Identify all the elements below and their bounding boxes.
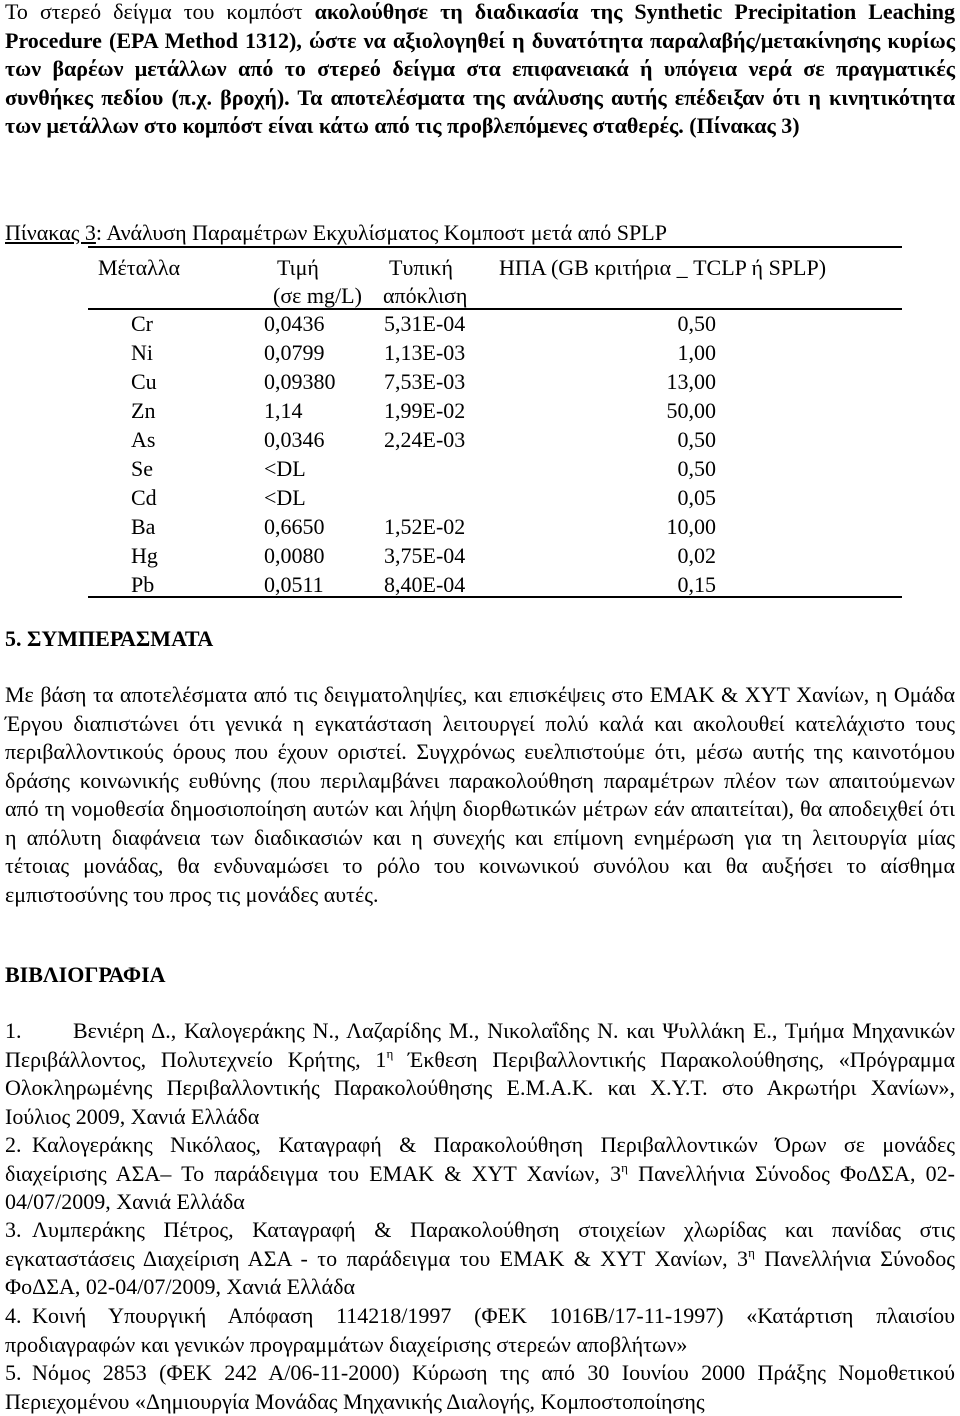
reference-5-text: Νόμος 2853 (ΦΕΚ 242 Α/06-11-2000) Κύρωση της από 30 Ιουνίου 2000 Πράξης Νομοθετικού Περιεχομένου «Δημιουργία Μονάδας Μηχανικής Διαλογής, Κομποστοποίησης: [5, 1360, 955, 1414]
bibliography-heading: ΒΙΒΛΙΟΓΡΑΦΙΑ: [5, 962, 166, 987]
conclusions-paragraph: Με βάση τα αποτελέσματα από τις δειγματοληψίες, και επισκέψεις στο ΕΜΑΚ & ΧΥΤ Χανίων, η Ομάδα Έργου διαπιστώνει ότι γενικά η εγκατάσταση λειτουργεί πολύ καλά και ακολουθεί κατελάχιστο τους περιβαλλοντικούς όρους που έχουν οριστεί. Συγχρόνως ευελπιστούμε ότι, μέσω αυτής της καινοτόμου δράσης κοινωνικής ευθύνης (που περιλαμβάνει παρακολούθηση παραμέτρων πλέον των απαιτούμενων από τη νομοθεσία δημοσιοποίηση αυτών και λήψη διορθωτικών μέτρων εάν απαιτείται), θα αποδειχθεί ότι η απόλυτη διαφάνεια των διαδικασιών και η συνεχής και επίμονη ενημέρωση για τη λειτουργία μίας τέτοιας μονάδας, θα ενδυναμώσει το ρόλο του κοινωνικού συνόλου και θα αυξήσει το αίσθημα εμπιστοσύνης του προς τις μονάδες αυτές.: [5, 682, 955, 907]
table-bottom-rule: [88, 596, 902, 598]
row-usa-limit: 0,50: [677, 427, 716, 452]
row-value: 0,0799: [264, 340, 325, 365]
row-std-dev: 8,40E-04: [384, 572, 466, 597]
reference-4-number: 4.: [5, 1303, 22, 1328]
row-metal: As: [131, 427, 156, 452]
row-usa-limit: 0,15: [677, 572, 716, 597]
row-value: 0,09380: [264, 369, 336, 394]
row-metal: Cu: [131, 369, 157, 394]
reference-3-text-a: Λυμπεράκης Πέτρος, Καταγραφή & Παρακολούθηση στοιχείων χλωρίδας και πανίδας στις εγκαταστάσεις Διαχείριση ΑΣΑ - το παράδειγμα του ΕΜΑΚ & ΧΥΤ Χανίων, 3: [5, 1217, 955, 1271]
row-std-dev: 1,99E-02: [384, 398, 466, 423]
table-caption-label: Πίνακας 3: [5, 220, 96, 245]
reference-3: [5, 1216, 955, 1302]
intro-text-lead: Το στερεό δείγμα του κομπόστ: [5, 0, 315, 24]
row-value: <DL: [264, 456, 306, 481]
reference-1-text-b: Έκθεση Περιβαλλοντικής Παρακολούθησης, «Πρόγραμμα Ολοκληρωμένης Περιβαλλοντικής Παρακολούθησης Ε.Μ.Α.Κ. και Χ.Υ.Τ. στο Ακρωτήρι Χανίων», Ιούλιος 2009, Χανιά Ελλάδα: [5, 1046, 955, 1129]
row-value: <DL: [264, 485, 306, 510]
reference-1-text-a: Βενιέρη Δ., Καλογεράκης Ν., Λαζαρίδης Μ., Νικολαΐδης Ν. και Ψυλλάκη Ε., Τμήμα Μηχανικών Περιβάλλοντος, Πολυτεχνείο Κρήτης, 1: [5, 1018, 955, 1072]
header-metal: Μέταλλα: [98, 255, 181, 280]
conclusions-heading: 5. ΣΥΜΠΕΡΑΣΜΑΤΑ: [5, 626, 214, 651]
header-std-dev-2: απόκλιση: [383, 283, 468, 308]
reference-4: [5, 1302, 955, 1359]
reference-2-text-b: Πανελλήνια Σύνοδος ΦοΔΣΑ, 02-04/07/2009, Χανιά Ελλάδα: [5, 1160, 956, 1214]
intro-text-bold: ακολούθησε τη διαδικασία της Synthetic Precipitation Leaching Procedure (EPA Method 1312), ώστε να αξιολογηθεί η δυνατότητα παραλαβής/μετακίνησης κυρίως των βαρέων μετάλλων από το στερεό δείγμα στα επιφανειακά ή υπόγεια νερά σε πραγματικές συνθήκες πεδίου (π.χ. βροχή). Τα αποτελέσματα της ανάλυσης αυτής επέδειξαν ότι η κινητικότητα των μετάλλων στο κομπόστ είναι κάτω από τις προβλεπόμενες σταθερές. (Πίνακας 3): [5, 0, 955, 138]
row-value: 0,0080: [264, 543, 325, 568]
row-value: 1,14: [264, 398, 303, 423]
reference-2-text-a: Καλογεράκης Νικόλαος, Καταγραφή & Παρακολούθηση Περιβαλλοντικών Όρων σε μονάδες διαχείρισης ΑΣΑ– Το παράδειγμα του ΕΜΑΚ & ΧΥΤ Χανίων, 3: [5, 1132, 955, 1186]
row-metal: Cd: [131, 485, 157, 510]
row-value: 0,0436: [264, 311, 325, 336]
table-header-rule: [88, 308, 902, 310]
reference-3-sup: η: [748, 1244, 755, 1260]
row-value: 0,6650: [264, 514, 325, 539]
row-metal: Hg: [131, 543, 158, 568]
reference-4-text: Κοινή Υπουργική Απόφαση 114218/1997 (ΦΕΚ 1016Β/17-11-1997) «Κατάρτιση πλαισίου προδιαγραφών και γενικών προγραμμάτων διαχείρισης στερεών αποβλήτων»: [5, 1303, 955, 1357]
reference-1-sup: η: [386, 1045, 394, 1061]
reference-5-number: 5.: [5, 1360, 22, 1385]
row-metal: Ni: [131, 340, 153, 365]
reference-2: [5, 1131, 955, 1217]
row-std-dev: 5,31E-04: [384, 311, 466, 336]
row-usa-limit: 1,00: [677, 340, 716, 365]
row-std-dev: 7,53E-03: [384, 369, 466, 394]
row-usa-limit: 0,50: [677, 456, 716, 481]
row-std-dev: 1,52E-02: [384, 514, 466, 539]
row-usa-limit: 0,02: [677, 543, 716, 568]
reference-2-sup: η: [621, 1159, 628, 1175]
header-std-dev: Τυπική: [389, 255, 453, 280]
row-std-dev: 3,75E-04: [384, 543, 466, 568]
row-value: 0,0511: [264, 572, 324, 597]
row-std-dev: 2,24E-03: [384, 427, 466, 452]
row-value: 0,0346: [264, 427, 325, 452]
reference-2-number: 2.: [5, 1132, 22, 1157]
row-metal: Ba: [131, 514, 156, 539]
intro-paragraph: [5, 0, 955, 141]
reference-3-number: 3.: [5, 1217, 22, 1242]
reference-1-number: 1.: [5, 1018, 22, 1043]
row-metal: Se: [131, 456, 153, 481]
table-caption: [5, 219, 667, 247]
table-caption-text: : Ανάλυση Παραμέτρων Εκχυλίσματος Κομποστ μετά από SPLP: [95, 220, 667, 245]
reference-5: [5, 1359, 955, 1416]
row-std-dev: 1,13E-03: [384, 340, 466, 365]
header-value: Τιμή: [277, 255, 319, 280]
row-usa-limit: 0,50: [677, 311, 716, 336]
row-usa-limit: 50,00: [666, 398, 716, 423]
header-usa-limit: ΗΠΑ (GB κριτήρια _ TCLP ή SPLP): [499, 255, 827, 280]
row-metal: Pb: [131, 572, 155, 597]
row-metal: Cr: [131, 311, 153, 336]
header-value-unit: (σε mg/L): [273, 283, 362, 308]
reference-3-text-b: Πανελλήνια Σύνοδος ΦοΔΣΑ, 02-04/07/2009, Χανιά Ελλάδα: [5, 1245, 955, 1299]
reference-1: [5, 1017, 955, 1131]
row-usa-limit: 13,00: [666, 369, 716, 394]
row-metal: Zn: [131, 398, 156, 423]
row-usa-limit: 0,05: [677, 485, 716, 510]
row-usa-limit: 10,00: [666, 514, 716, 539]
table-top-rule: [88, 246, 902, 248]
